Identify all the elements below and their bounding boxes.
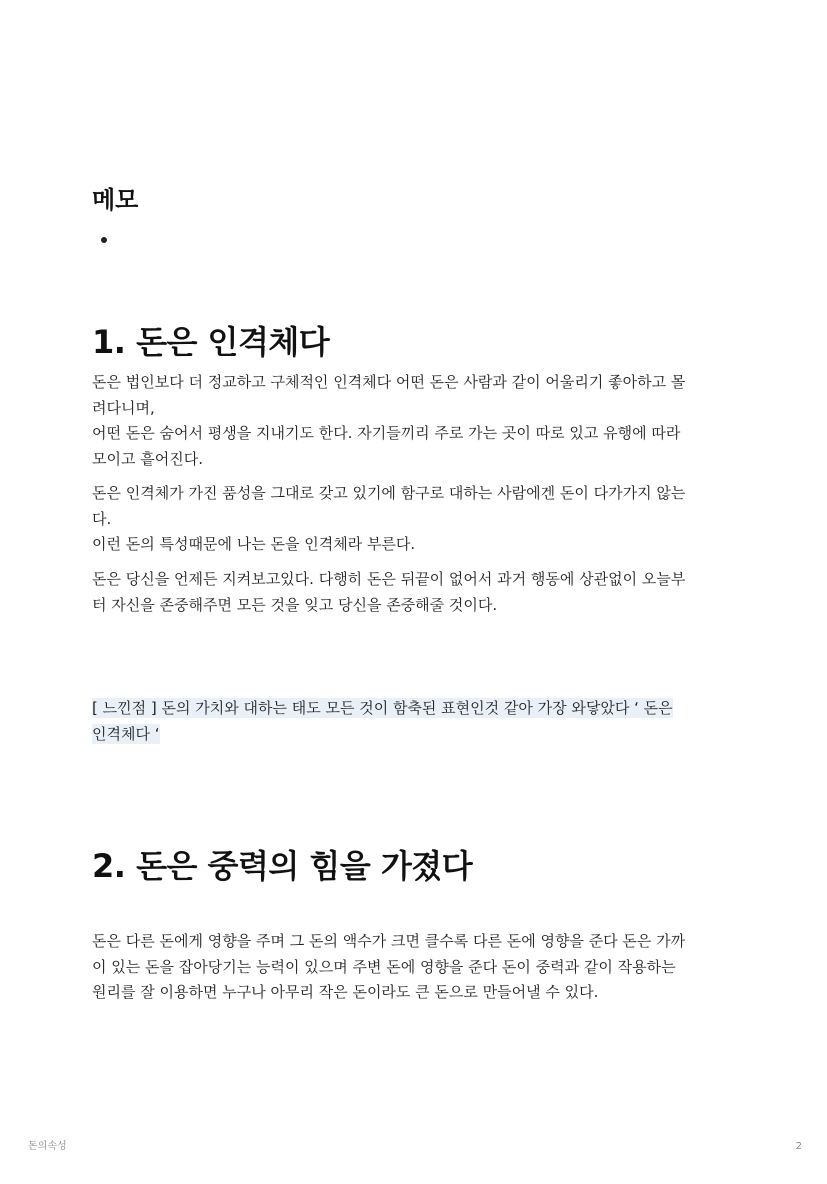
- footer-document-title: 돈의속성: [28, 1141, 67, 1152]
- highlighted-text: [ 느낀점 ] 돈의 가치와 대하는 태도 모든 것이 함축된 표현인것 같아 가장 와닿았다 ‘ 돈은: [92, 699, 673, 717]
- section1-heading: 1. 돈은 인격체다: [92, 323, 330, 361]
- section1-paragraph-1: [92, 370, 737, 472]
- text-line: 돈은 다른 돈에게 영향을 주며 그 돈의 액수가 크면 클수록 다른 돈에 영향을 준다 돈은 가까: [92, 932, 686, 950]
- section2-paragraph-1: [92, 929, 737, 1006]
- highlighted-text: 인격체다 ‘: [92, 724, 160, 743]
- footer-page-number: 2: [795, 1141, 802, 1152]
- reflection-note: [92, 696, 737, 747]
- text-line: 다.: [92, 509, 112, 528]
- text-line: 어떤 돈은 숨어서 평생을 지내기도 한다. 자기들끼리 주로 가는 곳이 따로 있고 유행에 따라: [92, 424, 681, 442]
- memo-bullet-empty: [101, 237, 107, 243]
- section2-heading: 2. 돈은 중력의 힘을 가졌다: [92, 847, 473, 885]
- text-line: 이런 돈의 특성때문에 나는 돈을 인격체라 부른다.: [92, 535, 416, 553]
- memo-heading: 메모: [92, 186, 139, 214]
- section1-paragraph-3: [92, 567, 737, 618]
- text-line: 터 자신을 존중해주면 모든 것을 잊고 당신을 존중해줄 것이다.: [92, 595, 498, 614]
- text-line: 원리를 잘 이용하면 누구나 아무리 작은 돈이라도 큰 돈으로 만들어낼 수 있다.: [92, 983, 599, 1001]
- text-line: 려다니며,: [92, 398, 155, 417]
- text-line: 돈은 법인보다 더 정교하고 구체적인 인격체다 어떤 돈은 사람과 같이 어울리기 좋아하고 몰: [92, 373, 686, 391]
- text-line: 돈은 인격체가 가진 품성을 그대로 갖고 있기에 함구로 대하는 사람에겐 돈이 다가가지 않는: [92, 484, 686, 502]
- text-line: 모이고 흩어진다.: [92, 449, 203, 468]
- text-line: 이 있는 돈을 잡아당기는 능력이 있으며 주변 돈에 영향을 준다 돈이 중력과 같이 작용하는: [92, 957, 676, 976]
- section1-paragraph-2: [92, 481, 737, 558]
- text-line: 돈은 당신을 언제든 지켜보고있다. 다행히 돈은 뒤끝이 없어서 과거 행동에 상관없이 오늘부: [92, 570, 686, 588]
